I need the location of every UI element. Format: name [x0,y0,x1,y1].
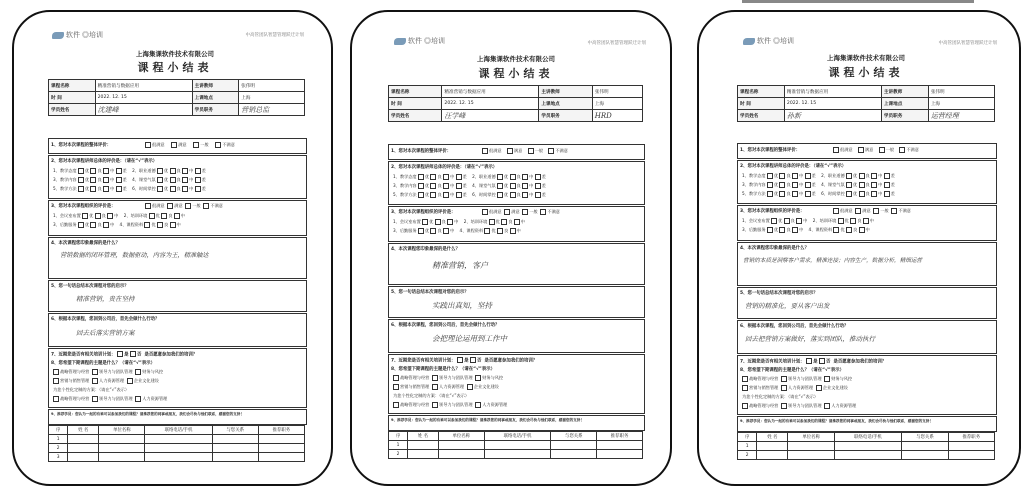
logo-mark-icon [52,32,64,39]
q7-text: 7、近期您是否有相关培训计划： 是 否 是否愿意参加我们的培训？ [391,358,538,364]
info-table: 课程名称 精准营销与数据应用 主讲教师 张伟明 时 间 2022. 12. 15 上课地点 上海 学员姓名 汪学峰 学员职务 HRD [388,85,643,122]
q5-text: 5、您一句话总结本次课程对您的启示？ [740,291,818,296]
top-edge-mark [742,0,974,3]
company-logo: 软件 ◎培训 [52,30,103,40]
q8-more: 为您个性化定制的方案：（请在“√”表示） [742,394,819,399]
lecturer-value: 张伟明 [239,80,305,92]
q4-answer-handwritten: 营销的本质是洞察客户需求，精准连接；内容生产，数据分析，精细运营 [743,258,923,264]
q2-items-row1: 1、教学态度 优 良 中 差 2、职业道德 优 良 中 差 [53,168,206,173]
q1-text: 1、您对本次课程的整体评价： [391,149,452,154]
q4-text: 4、本次课程您印象最深的是什么？ [51,241,120,246]
header-right-text: 中高管团队智慧管理跃迁计划 [938,41,997,46]
q3-options: 很满意 满意 一般 不满意 [145,203,223,209]
q2-items-row3: 5、教学方法 优 良 中 差 6、时间掌控 优 良 中 差 [742,191,895,196]
q3-items-row2: 3、后勤服务 优 良 中 4、课程资料 优 良 中 [53,222,181,227]
info-table: 课程名称 精准营销与数据应用 主讲教师 张伟明 时 间 2022. 12. 15 上课地点 上海 学员姓名 沈建峰 学员职务 营销总监 [48,79,305,116]
q1-text: 1、您对本次课程的整体评价： [740,148,801,153]
form-title: 课程小结表 [137,61,213,74]
q7-text: 7、近期您是否有相关培训计划： 是 否 是否愿意参加我们的培训？ [740,359,887,365]
q2-items-row3: 5、教学方法 优 良 中 差 6、时间掌控 优 良 中 差 [393,192,546,197]
header-right-text: 中高管团队智慧管理跃迁计划 [587,41,646,46]
q3-options: 很满意 满意 一般 不满意 [482,209,560,215]
time-value: 2022. 12. 15 [95,92,192,104]
course-summary-form-3 [731,26,1001,466]
q6-answer-handwritten: 回去后落实营销方案 [76,329,135,337]
q5-text: 5、您一句话总结本次课程对您的启示？ [51,284,129,289]
q5-answer-handwritten: 实践出真知，坚持 [432,301,492,310]
q3-options: 很满意 满意 一般 不满意 [833,208,911,214]
company-logo: 软件 ◎培训 [394,36,445,46]
student-dept-handwritten: HRD [592,110,642,122]
company-name: 上海集课软件技术有限公司 [136,50,214,58]
q2-items-row2: 3、教学内容 优 良 中 差 4、课堂气氛 优 良 中 差 [53,177,206,182]
referral-table: 序 姓 名 单位名称 联络电话/手机 与您关系 推荐职务 1 2 [388,431,643,459]
q8-options-row3: 战略管理与经营 领导力与团队管理 人力资源管理 [742,403,856,409]
course-summary-form-1 [40,22,310,462]
form-title: 课程小结表 [828,66,904,79]
q5-answer-handwritten: 营销的精准化，要从客户出发 [745,302,830,310]
company-logo: 软件 ◎培训 [743,36,794,46]
q4-text: 4、本次课程您印象最深的是什么？ [740,246,809,251]
q1-text: 1、您对本次课程的整体评价： [51,143,112,148]
course-summary-card-3 [697,10,1021,486]
q3-text: 3、您对本次课程组织的评价是： [391,210,456,215]
q2-items-row3: 5、教学方法 优 良 中 差 6、时间掌控 优 良 中 差 [53,186,206,191]
info-table: 课程名称 精准营销与数据应用 主讲教师 张伟明 时 间 2022. 12. 15 上课地点 上海 学员姓名 孙新 学员职务 运营经理 [737,85,995,122]
q5-text: 5、您一句话总结本次课程对您的启示？ [391,290,469,295]
logo-mark-icon [743,38,755,45]
student-name-handwritten: 汪学峰 [442,110,539,122]
q8-options-row1: 战略管理与经营 领导力与团队管理 财务与风控 [53,369,163,375]
q8-options-row2: 营销与销售管理 人力资源管理 企业文化建设 [393,384,499,390]
q2-items-row2: 3、教学内容 优 良 中 差 4、课堂气氛 优 良 中 差 [742,182,895,187]
q2-text: 2、您对本次课程讲师总体的评价是：（请在“√”表示） [740,164,847,169]
q8-more: 为您个性化定制的方案：（请在“√”表示） [53,387,130,392]
referral-table: 序 姓 名 单位名称 联络电话/手机 与您关系 推荐职务 1 2 [737,432,995,460]
q6-text: 6、根据本次课程，您回到公司后，首先会做什么行动？ [740,324,849,329]
q8-text: 8、您希望下期课程的主题是什么？（请在“√”表示） [51,361,155,366]
q5-answer-handwritten: 精准营销，贵在坚持 [76,295,135,303]
q6-text: 6、根据本次课程，您回到公司后，首先会做什么行动？ [51,317,160,322]
q6-text: 6、根据本次课程，您回到公司后，首先会做什么行动？ [391,323,500,328]
q3-items-row2: 3、后勤服务 优 良 中 4、课程资料 优 良 中 [742,227,870,232]
q3-items-row1: 1、会议室布置 优 良 中 2、培训环境 优 良 中 [393,219,525,224]
q3-items-row2: 3、后勤服务 优 良 中 4、课程资料 优 良 中 [393,228,521,233]
student-dept-handwritten: 营销总监 [239,104,305,116]
footer-note: 9、推荐学员：您认为一起的有谁可以参加我们的课程？请推荐您的同事或朋友，我们会尽快与他们联系，感谢您的支持！ [391,418,584,422]
q3-text: 3、您对本次课程组织的评价是： [740,209,805,214]
q2-text: 2、您对本次课程讲师总体的评价是：（请在“√”表示） [391,165,498,170]
footer-note: 9、推荐学员：您认为一起的有谁可以参加我们的课程？请推荐您的同事或朋友，我们会尽快与他们联系，感谢您的支持！ [51,412,244,416]
q8-options-row2: 营销与销售管理 人力资源管理 企业文化建设 [53,378,159,384]
q2-items-row1: 1、教学态度 优 良 中 差 2、职业道德 优 良 中 差 [742,173,895,178]
q2-items-row1: 1、教学态度 优 良 中 差 2、职业道德 优 良 中 差 [393,174,546,179]
student-name-handwritten: 沈建峰 [95,104,192,116]
company-name: 上海集课软件技术有限公司 [827,54,905,62]
q8-options-row1: 战略管理与经营 领导力与团队管理 财务与风控 [742,376,852,382]
q8-options-row2: 营销与销售管理 人力资源管理 企业文化建设 [742,385,848,391]
q4-text: 4、本次课程您印象最深的是什么？ [391,247,460,252]
referral-table: 序 姓 名 单位名称 联络电话/手机 与您关系 推荐职务 1 2 3 [48,425,305,462]
q6-answer-handwritten: 会把理论运用到工作中 [432,334,507,343]
course-summary-card-1 [12,10,333,486]
q4-answer-handwritten: 精准营销，客户 [432,261,488,270]
q3-items-row1: 1、会议室布置 优 良 中 2、培训环境 优 良 中 [53,213,185,218]
footer-note: 9、推荐学员：您认为一起的有谁可以参加我们的课程？请推荐您的同事或朋友，我们会尽快与他们联系，感谢您的支持！ [740,419,933,423]
logo-mark-icon [394,38,406,45]
form-title: 课程小结表 [478,67,554,80]
header-right-text: 中高管团队智慧管理跃迁计划 [245,33,304,38]
q4-answer-handwritten: 营销数据的闭环管理，数据驱动，内容为王，精准触达 [60,252,209,259]
q6-answer-handwritten: 回去把营销方案做好，落实到团队，推动执行 [745,335,875,343]
q8-text: 8、您希望下期课程的主题是什么？（请在“√”表示） [391,367,495,372]
course-summary-form-2 [382,28,650,468]
q8-more: 为您个性化定制的方案：（请在“√”表示） [393,393,470,398]
place-value: 上海 [239,92,305,104]
q8-options-row1: 战略管理与经营 领导力与团队管理 财务与风控 [393,375,503,381]
q1-options: 很满意 满意 一般 不满意 [482,148,568,154]
q3-items-row1: 1、会议室布置 优 良 中 2、培训环境 优 良 中 [742,218,874,223]
company-name: 上海集课软件技术有限公司 [477,55,555,63]
course-summary-card-2 [350,10,672,486]
course-name-value: 精准营销与数据应用 [95,80,192,92]
q2-text: 2、您对本次课程讲师总体的评价是：（请在“√”表示） [51,159,158,164]
q1-options: 很满意 满意 一般 不满意 [145,142,235,148]
q8-options-row3: 战略管理与经营 领导力与团队管理 人力资源管理 [53,396,167,402]
student-name-handwritten: 孙新 [784,110,881,122]
q2-items-row2: 3、教学内容 优 良 中 差 4、课堂气氛 优 良 中 差 [393,183,546,188]
q7-text: 7、近期您是否有相关培训计划： 是 否 是否愿意参加我们的培训？ [51,352,198,358]
q1-options: 很满意 满意 一般 不满意 [833,147,919,153]
q3-text: 3、您对本次课程组织的评价是： [51,204,116,209]
student-dept-handwritten: 运营经理 [928,110,994,122]
q8-text: 8、您希望下期课程的主题是什么？（请在“√”表示） [740,368,844,373]
q8-options-row3: 战略管理与经营 领导力与团队管理 人力资源管理 [393,402,507,408]
